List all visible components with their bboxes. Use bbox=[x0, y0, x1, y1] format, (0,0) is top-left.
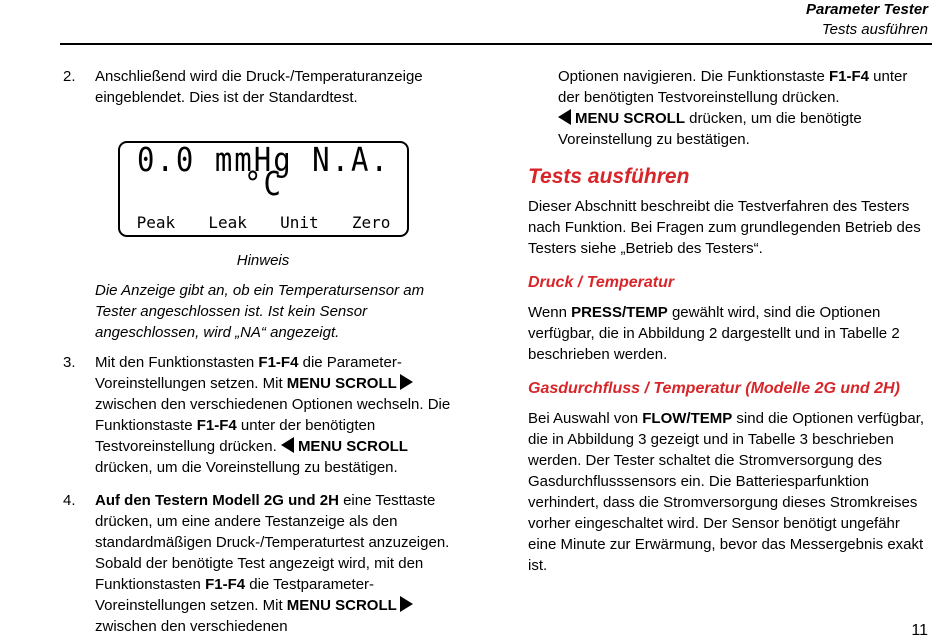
arrow-left-icon bbox=[281, 437, 294, 453]
key-label: MENU SCROLL bbox=[286, 375, 397, 392]
note-text: Die Anzeige gibt an, ob ein Temperatursensor am Tester angeschlossen ist. Ist kein Sensor angeschlossen, wird „NA“ angezeigt. bbox=[95, 282, 425, 341]
list-item-2 bbox=[63, 66, 463, 108]
text-run: Bei Auswahl von bbox=[528, 410, 643, 427]
text-run: gewählt wird, sind die Optionen verfügbar, die in Abbildung 2 dargestellt und in Tabelle 2 beschrieben werden. bbox=[528, 304, 900, 363]
header-subtitle: Tests ausführen bbox=[821, 21, 928, 38]
item-text: Anschließend wird die Druck-/Temperaturanzeige eingeblendet. Dies ist der Standardtest. bbox=[95, 68, 423, 106]
key-label: MENU SCROLL bbox=[286, 597, 397, 614]
header-title: Parameter Tester bbox=[805, 1, 928, 18]
note-caption: Hinweis bbox=[236, 252, 290, 269]
paragraph-gas bbox=[528, 408, 928, 576]
header-rule bbox=[60, 43, 932, 45]
text-run: Optionen navigieren. Die Funktionstaste bbox=[558, 68, 829, 85]
key-label: MENU SCROLL bbox=[575, 110, 685, 127]
lcd-display bbox=[118, 141, 409, 237]
page-number: 11 bbox=[911, 622, 928, 639]
right-column bbox=[528, 66, 928, 576]
lcd-key-leak: Leak bbox=[208, 213, 247, 232]
key-label: F1-F4 bbox=[205, 576, 246, 593]
section-heading: Tests ausführen bbox=[528, 165, 690, 188]
text-run: die Parameter-Voreinstellungen setzen. Mit bbox=[95, 354, 402, 392]
item-number: 2. bbox=[63, 68, 76, 85]
text-run: zwischen den verschiedenen Optionen wechseln. Die Funktionstaste bbox=[95, 396, 451, 434]
text-run: Mit den Funktionstasten bbox=[95, 354, 259, 371]
list-item-3 bbox=[63, 352, 463, 478]
mode-label: FLOW/TEMP bbox=[642, 410, 733, 427]
arrow-right-icon bbox=[400, 596, 413, 612]
item-number: 3. bbox=[63, 354, 76, 371]
key-label: MENU SCROLL bbox=[297, 438, 408, 455]
text-run: eine Testtaste drücken, um eine andere Testanzeige als den standardmäßigen Druck-/Temperaturtest anzuzeigen. Sobald der benötigte Test angezeigt wird, mit den Funktionstasten bbox=[95, 492, 450, 593]
text-run: drücken, um die benötigte Voreinstellung zu bestätigen. bbox=[558, 110, 862, 148]
lcd-readout: 0.0 mmHg N.A.°C bbox=[137, 139, 390, 204]
text-run: sind die Optionen verfügbar, die in Abbildung 3 gezeigt und in Tabelle 3 beschrieben werden. Der Tester schaltet die Stromversorgung des Gasdurchflusssensors ein. Die Batteriesparfunktion verhindert, dass die Stromversorgung dieses Stromkreises vorher eingeschaltet wird. Der Sensor benötigt ungefähr eine Minute zur Erwärmung, bevor das Messergebnis exakt ist. bbox=[528, 410, 925, 574]
lcd-key-zero: Zero bbox=[351, 213, 391, 232]
page-header bbox=[806, 0, 928, 40]
list-item-4 bbox=[63, 490, 463, 637]
lcd-key-peak: Peak bbox=[136, 213, 176, 232]
mode-label: PRESS/TEMP bbox=[571, 304, 668, 321]
subsection-heading-druck: Druck / Temperatur bbox=[528, 274, 675, 291]
key-label: F1-F4 bbox=[258, 354, 299, 371]
lcd-softkeys bbox=[120, 212, 407, 233]
key-label: F1-F4 bbox=[196, 417, 237, 434]
left-column bbox=[63, 66, 463, 637]
subsection-heading-gas: Gasdurchfluss / Temperatur (Modelle 2G und 2H) bbox=[528, 380, 900, 397]
lcd-key-unit: Unit bbox=[280, 213, 319, 232]
text-run: die Testparameter-Voreinstellungen setzen. Mit bbox=[95, 576, 375, 614]
key-label: F1-F4 bbox=[829, 68, 870, 85]
section-paragraph: Dieser Abschnitt beschreibt die Testverfahren des Testers nach Funktion. Bei Fragen zum grundlegenden Betrieb des Testers siehe „Betrieb des Testers“. bbox=[528, 198, 921, 257]
item-number: 4. bbox=[63, 492, 76, 509]
text-run: drücken, um die Voreinstellung zu bestätigen. bbox=[95, 459, 398, 476]
continued-text bbox=[528, 66, 928, 150]
paragraph-druck bbox=[528, 302, 928, 365]
arrow-left-icon bbox=[558, 109, 571, 125]
text-run: zwischen den verschiedenen bbox=[95, 618, 288, 635]
arrow-right-icon bbox=[400, 374, 413, 390]
text-run: unter der benötigten Testvoreinstellung drücken. bbox=[95, 417, 376, 455]
model-label: Auf den Testern Modell 2G und 2H bbox=[95, 492, 339, 509]
text-run: Wenn bbox=[528, 304, 572, 321]
text-run: unter der benötigten Testvoreinstellung drücken. bbox=[558, 68, 908, 106]
